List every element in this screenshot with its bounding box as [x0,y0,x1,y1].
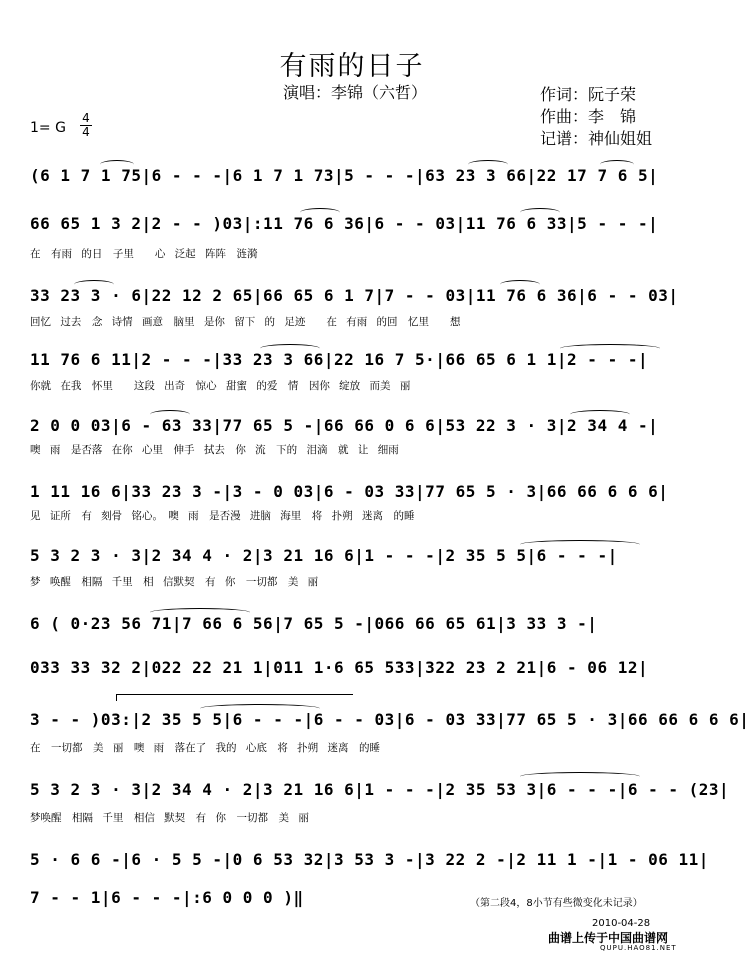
staff-line-1: (6 1 7 1 75|6 - - -|6 1 7 1 73|5 - - -|63 23 3 66|22 17 7 6 5| [30,166,659,185]
slur [520,772,640,781]
slur [570,410,630,419]
slur [500,280,540,289]
slur [560,344,660,353]
staff-line-12: 5 · 6 6 -|6 · 5 5 -|0 6 53 32|3 53 3 -|3 22 2 -|2 11 1 -|1 - 06 11| [30,850,709,869]
lyric-line-5: 噢 雨 是否落 在你 心里 伸手 拭去 你 流 下的 泪滴 就 让 细雨 [30,444,399,456]
slur [150,410,190,419]
staff-line-4: 11 76 6 11|2 - - -|33 23 3 66|22 16 7 5·|66 65 6 1 1|2 - - -| [30,350,649,369]
slur [520,540,640,549]
slur [468,160,508,169]
time-signature-bottom: 4 [80,125,92,139]
song-title: 有雨的日子 [279,51,425,82]
lyric-line-11: 梦唤醒 相隔 千里 相信 默契 有 你 一切都 美 丽 [30,812,309,824]
staff-line-3: 33 23 3 · 6|22 12 2 65|66 65 6 1 7|7 - - 03|11 76 6 36|6 - - 03| [30,286,679,305]
staff-line-11: 5 3 2 3 · 3|2 34 4 · 2|3 21 16 6|1 - - -|2 35 53 3|6 - - -|6 - - (23| [30,780,730,799]
slur [600,160,634,169]
upload-date: 2010-04-28 [592,918,651,929]
time-signature-top: 4 [82,111,90,125]
slur [74,280,114,289]
staff-line-7: 5 3 2 3 · 3|2 34 4 · 2|3 21 16 6|1 - - -|2 35 5 5|6 - - -| [30,546,618,565]
slur [520,208,560,217]
slur [100,160,134,169]
volta-bracket [116,694,353,701]
key-signature: 1= G [30,120,66,136]
lyric-line-2: 在 有雨 的日 子里 心 泛起 阵阵 涟漪 [30,248,258,260]
transcription-note: （第二段4，8小节有些微变化未记录） [470,898,643,909]
site-credit: 曲谱上传于中国曲谱网 [548,931,669,945]
lyric-line-7: 梦 唤醒 相隔 千里 相 信默契 有 你 一切都 美 丽 [30,576,319,588]
slur [200,704,320,713]
staff-line-8: 6 ( 0·23 56 71|7 66 6 56|7 65 5 -|066 66 65 61|3 33 3 -| [30,614,598,633]
lyricist-credit: 作词：阮子荣 [540,85,637,104]
slur [300,208,340,217]
site-url: QUPU.HAO81.NET [600,944,677,952]
lyric-line-10: 在 一切都 美 丽 噢 雨 落在了 我的 心底 将 扑朔 迷离 的睡 [30,742,381,754]
composer-credit: 作曲：李 锦 [540,107,637,126]
staff-line-9: 033 33 32 2|022 22 21 1|011 1·6 65 533|322 23 2 21|6 - 06 12| [30,658,649,677]
slur [150,608,250,617]
transcriber-credit: 记谱：神仙姐姐 [540,129,653,148]
slur [260,344,320,353]
lyric-line-6: 见 证所 有 刻骨 铭心。 噢 雨 是否漫 进脑 海里 将 扑朔 迷离 的睡 [30,510,415,522]
staff-line-13: 7 - - 1|6 - - -|:6 0 0 0 )‖ [30,888,304,907]
time-signature [80,112,92,139]
staff-line-6: 1 11 16 6|33 23 3 -|3 - 0 03|6 - 03 33|77 65 5 · 3|66 66 6 6 6| [30,482,669,501]
staff-line-5: 2 0 0 03|6 - 63 33|77 65 5 -|66 66 0 6 6|53 22 3 · 3|2 34 4 -| [30,416,659,435]
singer-credit: 演唱：李锦（六哲） [283,83,428,102]
lyric-line-4: 你就 在我 怀里 这段 出奇 惊心 甜蜜 的爱 情 因你 绽放 而美 丽 [30,380,411,392]
lyric-line-3: 回忆 过去 念 诗情 画意 脑里 是你 留下 的 足迹 在 有雨 的回 忆里 想 [30,316,461,328]
staff-line-2: 66 65 1 3 2|2 - - )03|:11 76 6 36|6 - - 03|11 76 6 33|5 - - -| [30,214,659,233]
staff-line-10: 3 - - )03:|2 35 5 5|6 - - -|6 - - 03|6 - 03 33|77 65 5 · 3|66 66 6 6 6| [30,710,749,729]
